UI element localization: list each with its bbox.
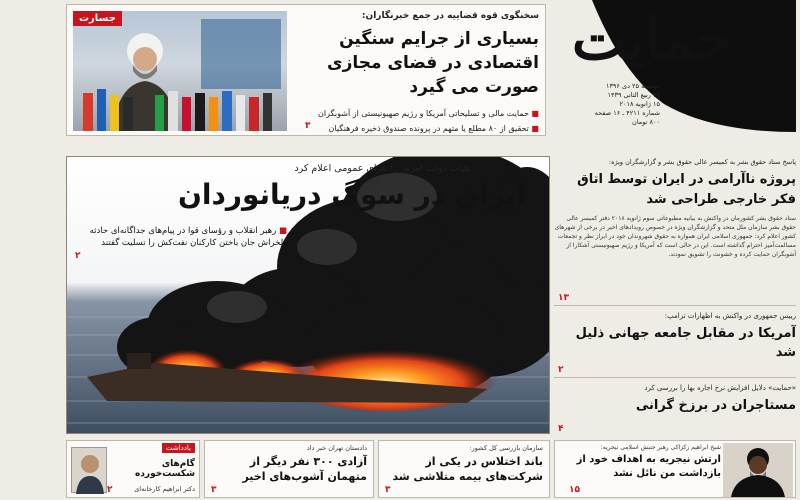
cleric-portrait <box>723 443 793 497</box>
issue-number: شماره ۴۲۱۱ ـ ۱۶ صفحه <box>594 109 660 117</box>
sidebar-story-2-headline[interactable]: آمریکا در مقابل جامعه جهانی ذلیل شد <box>575 326 796 360</box>
columnist-avatar <box>71 447 107 493</box>
bottom-story-3-kicker: دادستان تهران خبر داد <box>306 444 367 452</box>
bottom-story-3-page-number: ۳ <box>211 485 217 495</box>
sidebar-story-1-headline[interactable]: پروژه ناآرامی در ایران توسط اتاق فکر خارجی طراحی شد <box>577 172 796 207</box>
editorial-label: یادداشت <box>162 443 195 453</box>
top-story-headline[interactable]: بسیاری از جرایم سنگین اقتصادی در فضای مجازی صورت می گیرد <box>327 29 539 97</box>
main-story[interactable] <box>66 156 550 434</box>
spokesman-illustration <box>73 11 287 131</box>
bottom-story-2[interactable] <box>378 440 550 498</box>
sidebar-story-1[interactable] <box>554 154 796 306</box>
bottom-story-1-headline[interactable]: ارتش نیجریه به اهداف خود از بازداشت من نائل نشد <box>576 454 721 479</box>
top-story-label: جسارت <box>73 11 122 26</box>
main-story-page-number: ۲ <box>75 251 81 261</box>
sidebar-story-3-headline[interactable]: مستاجران در برزخ گرانی <box>635 398 796 413</box>
sidebar-story-3[interactable] <box>554 384 796 436</box>
bottom-story-2-kicker: سازمان بازرسی کل کشور: <box>469 444 543 452</box>
top-story-photo <box>73 11 287 131</box>
person-icon <box>72 448 108 494</box>
sidebar-story-3-page-number: ۴ <box>558 424 564 434</box>
top-story-bullet-1: ■ حمایت مالی و تسلیحاتی آمریکا و رژیم صهیونیستی از آشوبگران <box>317 109 539 118</box>
editorial-headline[interactable]: گام‌های شکست‌خورده <box>134 459 195 479</box>
price: ۸۰۰ تومان <box>632 118 660 126</box>
top-story-kicker: سخنگوی قوه قضاییه در جمع خبرنگاران: <box>361 11 539 21</box>
main-story-summary: رهبر انقلاب و رؤسای قوا در پیام‌های جداگانه‌ای حادثه دلخراش جان باختن کارکنان نفت‌کش را تسلیت گفتند <box>89 226 287 248</box>
bottom-story-2-page-number: ۳ <box>385 485 391 495</box>
sidebar-story-1-kicker: پاسخ ستاد حقوق بشر به کمیسر عالی حقوق بشر و گزارشگران ویژه: <box>608 158 796 166</box>
top-story[interactable] <box>66 4 546 136</box>
newspaper-logo: حمایت <box>571 5 732 73</box>
sidebar-story-2[interactable] <box>554 312 796 378</box>
microphones <box>83 89 272 131</box>
bottom-story-3-headline[interactable]: آزادی ۳۰۰ نفر دیگر از متهمان آشوب‌های اخیر <box>242 455 367 483</box>
bottom-story-1-kicker: شیخ ابراهیم زکزاکی رهبر جنبش اسلامی نیجریه: <box>600 444 721 451</box>
editorial-box[interactable] <box>66 440 200 498</box>
bottom-story-2-headline[interactable]: باند اختلاس در یکی از شرکت‌های بیمه متلاشی شد <box>392 455 543 483</box>
masthead <box>552 0 796 150</box>
sidebar-story-2-page-number: ۲ <box>558 365 564 375</box>
bottom-story-1-page-number: ۱۵ <box>569 485 580 495</box>
bottom-story-1-photo <box>723 443 793 497</box>
top-story-bullet-2: ■ تحقیق از ۸۰ مطلع یا متهم در پرونده صندوق ذخیره فرهنگیان <box>328 124 539 133</box>
sidebar <box>554 154 796 436</box>
sidebar-story-1-body: ستاد حقوق بشر کشورمان در واکنش به بیانیه مطبوعاتی سوم ژانویه ۲۰۱۸ دفتر کمیسر عالی حقوق بشر سازمان ملل متحد و گزارشگران ویژه در خصوص رویدادهای اخیر در برخی از شهرهای کشور اعلام کرد: جمهوری اسلامی ایران همواره به حقوق شهروندان خود در ابراز نظر و تجمعات مسالمت‌آمیز احترام گذاشته است. این در حالی است که آمریکا و رژیم صهیونیستی آشکارا از آشوبگران حمایت کرده و خشونت را تشویق نمودند. <box>554 215 796 258</box>
main-story-kicker: هیات دولت امروز را عزای عمومی اعلام کرد <box>294 163 470 174</box>
date-persian: دوشنبه ۲۵ دی ۱۳۹۶ <box>605 82 660 90</box>
sidebar-story-1-page-number: ۱۳ <box>558 293 569 303</box>
bottom-story-3[interactable] <box>204 440 374 498</box>
sidebar-story-3-kicker: «حمایت» دلایل افزایش نرخ اجاره بها را بررسی کرد <box>644 384 796 392</box>
sidebar-story-2-kicker: رییس جمهوری در واکنش به اظهارات ترامپ: <box>664 312 796 320</box>
bottom-story-1[interactable] <box>554 440 796 498</box>
main-story-summary-block: ■ رهبر انقلاب و رؤسای قوا در پیام‌های جداگانه‌ای حادثه دلخراش جان باختن کارکنان نفت‌کش را تسلیت گفتند <box>89 226 287 248</box>
date-hijri: ۲۷ ربیع الثانی ۱۴۳۹ <box>607 91 660 99</box>
date-gregorian: ۱۵ ژانویه ۲۰۱۸ <box>619 100 660 108</box>
top-story-page-number: ۳ <box>305 121 311 131</box>
main-story-headline[interactable]: ایران در سوگ دریانوردان <box>177 178 527 211</box>
editorial-page-number: ۲ <box>107 485 113 495</box>
editorial-author: دکتر ابراهیم کارخانه‌ای <box>134 485 195 493</box>
